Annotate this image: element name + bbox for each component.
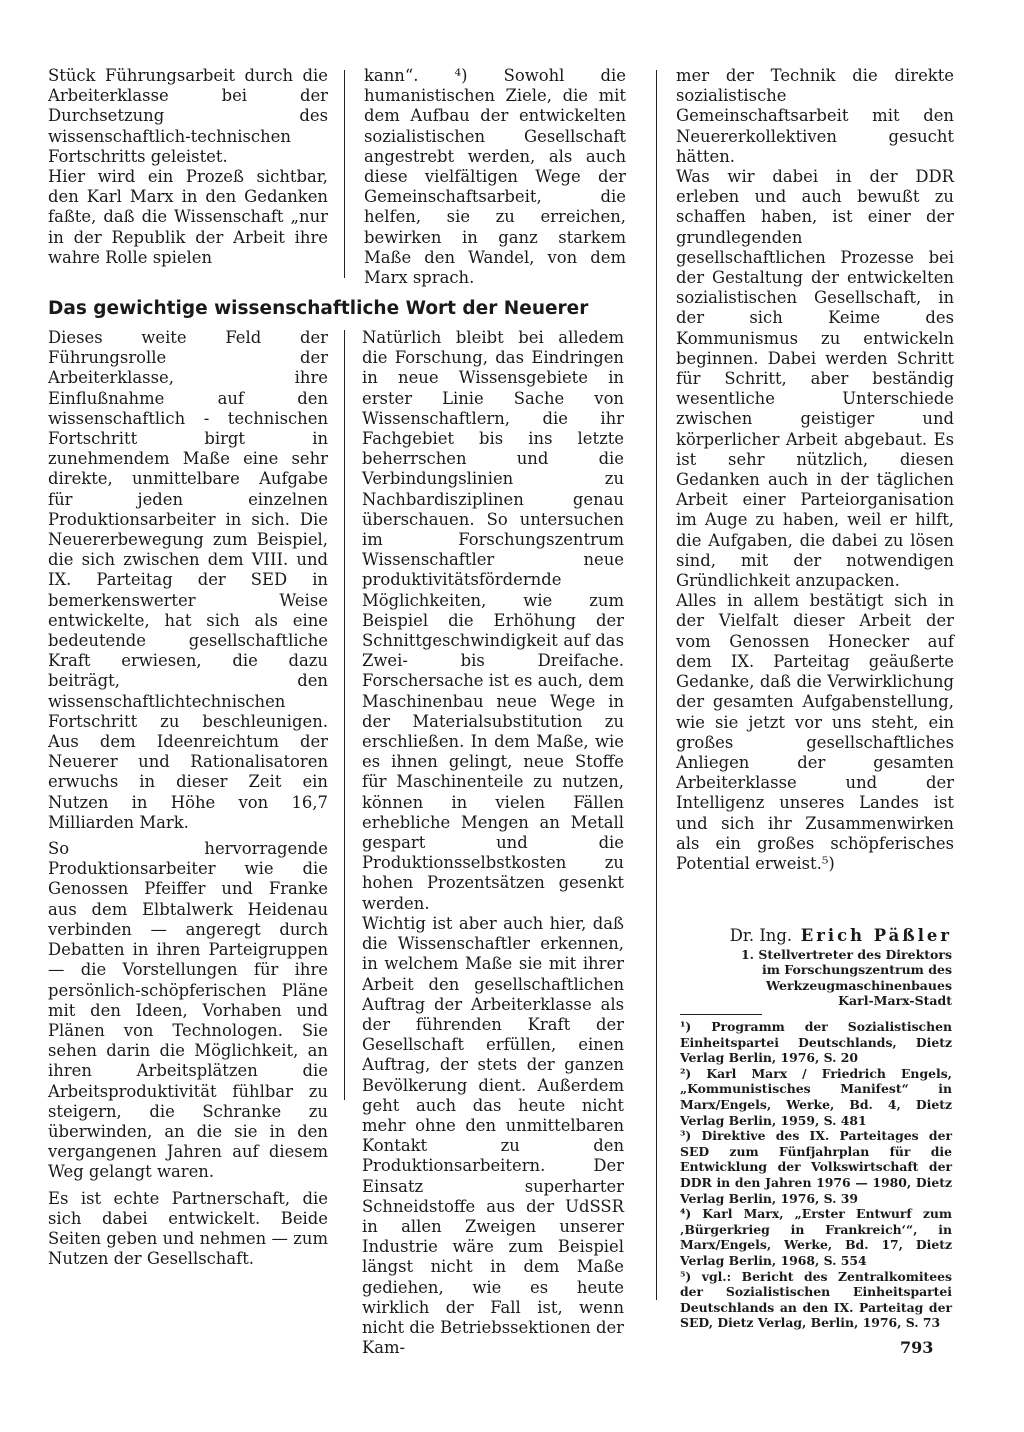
author-role-line: 1. Stellvertreter des Direktors [740,947,952,962]
body-column-1 [48,328,328,1269]
footnote: ²) Karl Marx / Friedrich Engels, „Kommunistisches Manifest“ in Marx/Engels, Werke, Bd. 4, Dietz Verlag Berlin, 1959, S. 481 [680,1065,952,1128]
author-role-line: Werkzeugmaschinenbaues [766,977,952,993]
paragraph: Hier wird ein Prozeß sichtbar, den Karl Marx in den Gedanken faßte, daß die Wissenschaft „nur in der Republik der Arbeit ihre wahre Rolle spielen [48,167,328,267]
author-signature [680,926,952,946]
body-column-2 [362,328,624,1358]
column-divider [344,330,345,1100]
section-heading: Das gewichtige wissenschaftliche Wort der Neuerer [48,298,589,319]
paragraph: Natürlich bleibt bei alledem die Forschung, das Eindringen in neue Wissensgebiete in erster Linie Sache von Wissenschaftlern, die ihr Fachgebiet bis ins letzte beherrschen und die Verbindungslinien zu Nachbardisziplinen genau überschauen. So untersuchen im Forschungszentrum Wissenschaftler neue produktivitätsfördernde Möglichkeiten, wie zum Beispiel die Erhöhung der Schnittgeschwindigkeit auf das Zwei- bis Dreifache. Forschersache ist es auch, dem Maschinenbau neue Wege in der Materialsubstitution zu erschließen. In dem Maße, wie es ihnen gelingt, neue Stoffe für Maschinenteile zu nutzen, können in vielen Fällen erhebliche Mengen an Metall gespart und die Produktionsselbstkosten zu hohen Prozentsätzen gesenkt werden. [362,328,624,913]
paragraph: Dieses weite Feld der Führungsrolle der Arbeiterklasse, ihre Einflußnahme auf den wissenschaftlich - technischen Fortschritt birgt in zunehmendem Maße eine sehr direkte, unmittelbare Aufgabe für jeden einzelnen Produktionsarbeiter in sich. Die Neuererbewegung zum Beispiel, die sich zwischen dem VIII. und IX. Parteitag der SED in bemerkenswerter Weise entwickelte, hat sich als eine bedeutende gesellschaftliche Kraft erwiesen, die dazu beiträgt, den wissenschaftlichtechnischen Fortschritt zu beschleunigen. Aus dem Ideenreichtum der Neuerer und Rationalisatoren erwuchs in dieser Zeit ein Nutzen in Höhe von 16,7 Milliarden Mark. [48,328,328,832]
paragraph: Es ist echte Partnerschaft, die sich dabei entwickelt. Beide Seiten geben und nehmen — zum Nutzen der Gesellschaft. [48,1188,328,1269]
author-name: Erich Päßler [800,926,952,945]
footnote: ³) Direktive des IX. Parteitages der SED zum Fünfjahrplan für die Entwicklung der Volkswirtschaft der DDR in den Jahren 1976 — 1980, Dietz Verlag Berlin, 1976, S. 39 [680,1128,952,1206]
body-column-3 [676,66,954,874]
author-roles [680,947,952,1009]
footnote-rule [680,1014,762,1015]
author-title: Dr. Ing. [729,926,793,945]
top-column-2 [364,66,626,288]
paragraph: mer der Technik die direkte sozialistische Gemeinschaftsarbeit mit den Neuererkollektiven gesucht hätten. [676,66,954,166]
author-role-line: Karl-Marx-Stadt [838,993,952,1009]
top-column-1 [48,66,328,268]
paragraph: So hervorragende Produktionsarbeiter wie die Genossen Pfeiffer und Franke aus dem Elbtalwerk Heidenau verbinden — angeregt durch Debatten in ihren Parteigruppen — die Vorstellungen für ihre persönlich-schöpferischen Pläne mit den Ideen, Vorhaben und Plänen von Technologen. Sie sehen darin die Möglichkeit, an ihren Arbeitsplätzen die Arbeitsproduktivität fühlbar zu steigern, die Schranke zu überwinden, an die sie in den vergangenen Jahren auf diesem Weg gelangt waren. [48,839,328,1182]
paragraph: Wichtig ist aber auch hier, daß die Wissenschaftler erkennen, in welchem Maße sie mit ihrer Arbeit den gesellschaftlichen Auftrag der Arbeiterklasse als der führenden Kraft der Gesellschaft erfüllen, einen Auftrag, der stets der ganzen Bevölkerung dient. Außerdem geht auch das heute nicht mehr ohne den unmittelbaren Kontakt zu den Produktionsarbeitern. Der Einsatz superharter Schneidstoffe aus der UdSSR in allen Zweigen unserer Industrie wäre zum Beispiel längst nicht in dem Maße gediehen, wie es heute wirklich der Fall ist, wenn nicht die Betriebssektionen der Kam- [362,913,624,1358]
paragraph: kann“. ⁴) Sowohl die humanistischen Ziele, die mit dem Aufbau der entwickelten sozialistischen Gesellschaft angestrebt werden, als auch diese vielfältigen Wege der Gemeinschaftsarbeit, die helfen, sie zu erreichen, bewirken in ganz starkem Maße den Wandel, von dem Marx sprach. [364,66,626,288]
column-divider [656,70,657,1300]
paragraph: Alles in allem bestätigt sich in der Vielfalt dieser Arbeit der vom Genossen Honecker auf dem IX. Parteitag geäußerte Gedanke, daß die Verwirklichung der gesamten Aufgabenstellung, wie sie jetzt vor uns steht, ein großes gesellschaftliches Anliegen der gesamten Arbeiterklasse und der Intelligenz unseres Landes ist und sich ihr Zusammenwirken als ein großes schöpferisches Potential erweist.⁵) [676,591,954,873]
footnotes [680,1019,952,1331]
paragraph: Stück Führungsarbeit durch die Arbeiterklasse bei der Durchsetzung des wissenschaftlich-technischen Fortschritts geleistet. [48,66,328,166]
footnote: ⁵) vgl.: Bericht des Zentralkomitees der Sozialistischen Einheitspartei Deutschlands an den IX. Parteitag der SED, Dietz Verlag, Berlin, 1976, S. 73 [680,1268,952,1331]
column-divider [344,70,345,278]
author-role-line: im Forschungszentrum des [761,962,952,978]
paragraph: Was wir dabei in der DDR erleben und auch bewußt zu schaffen haben, ist einer der grundlegenden gesellschaftlichen Prozesse bei der Gestaltung der entwickelten sozialistischen Gesellschaft, in der sich Keime des Kommunismus zu entwickeln beginnen. Dabei werden Schritt für Schritt, aber beständig wesentliche Unterschiede zwischen geistiger und körperlicher Arbeit abgebaut. Es ist sehr nützlich, diesen Gedanken auch in der täglichen Arbeit einer Parteiorganisation im Auge zu haben, weil er hilft, die Aufgaben, die dabei zu lösen sind, mit der notwendigen Gründlichkeit anzupacken. [676,167,954,591]
footnote: ⁴) Karl Marx, „Erster Entwurf zum ‚Bürgerkrieg in Frankreich‘“, in Marx/Engels, Werke, Bd. 17, Dietz Verlag Berlin, 1968, S. 554 [680,1206,952,1268]
page-number: 793 [900,1338,934,1357]
footnote: ¹) Programm der Sozialistischen Einheitspartei Deutschlands, Dietz Verlag Berlin, 1976, S. 20 [680,1019,952,1066]
